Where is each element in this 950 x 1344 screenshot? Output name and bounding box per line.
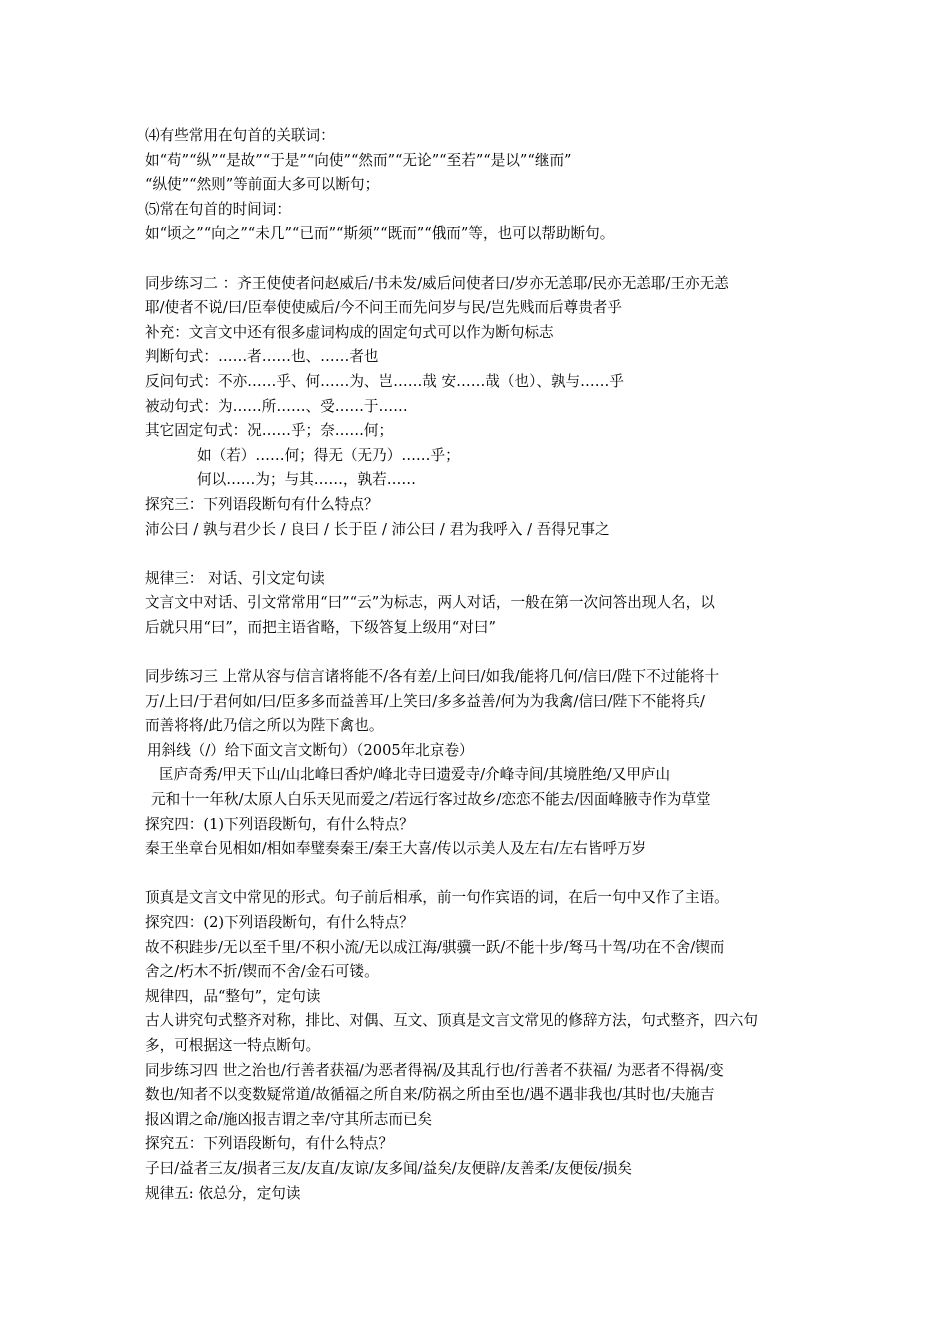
text-line: 同步练习四 世之治也/行善者获福/为恶者得祸/及其乱行也/行善者不获福/ 为恶者不得祸/变: [145, 1061, 724, 1079]
blank-line: [145, 542, 810, 567]
text-line: 报凶谓之命/施凶报吉谓之幸/守其所志而已矣: [145, 1110, 433, 1128]
text-line: 古人讲究句式整齐对称，排比、对偶、互文、顶真是文言文常见的修辞方法，句式整齐，四六句: [145, 1012, 758, 1030]
text-line: 后就只用“曰”，而把主语省略，下级答复上级用“对曰”: [145, 618, 496, 636]
text-line: ⑷有些常用在句首的关联词：: [145, 127, 335, 144]
text-line: 多，可根据这一特点断句。: [145, 1036, 321, 1054]
text-line: 其它固定句式：况……乎；奈……何；: [145, 422, 394, 440]
text-line: 数也/知者不以变数疑常道/故循福之所自来/防祸之所由至也/遇不遇非我也/其时也/夫施吉: [145, 1086, 715, 1104]
text-line: 何以……为；与其……，孰若……: [197, 471, 416, 489]
text-line: 判断句式：……者……也、……者也: [145, 348, 379, 366]
blank-line: [145, 862, 810, 887]
text-line: 用斜线（/）给下面文言文断句）（2005年北京卷）: [147, 741, 474, 759]
text-line: 元和十一年秋/太原人白乐天见而爱之/若远行客过故乡/恋恋不能去/因面峰腋寺作为草堂: [151, 791, 711, 809]
text-line: 补充：文言文中还有很多虚词构成的固定句式可以作为断句标志: [145, 323, 554, 341]
text-line: 探究五：下列语段断句，有什么特点？: [145, 1135, 394, 1153]
text-line: 文言文中对话、引文常常用“曰”“云”为标志，两人对话，一般在第一次问答出现人名，以: [145, 594, 715, 612]
text-line: “纵使”“然则”等前面大多可以断句；: [145, 176, 380, 194]
text-line: 子曰/益者三友/损者三友/友直/友谅/友多闻/益矣/友便辟/友善柔/友便佞/损矣: [145, 1159, 632, 1177]
text-line: 同步练习三 上常从容与信言诸将能不/各有差/上问曰/如我/能将几何/信曰/陛下不过能将十: [145, 668, 720, 686]
text-line: 规律四，品“整句”，定句读: [145, 987, 321, 1005]
text-line: 故不积跬步/无以至千里/不积小流/无以成江海/骐骥一跃/不能十步/驽马十驾/功在不舍/锲而: [145, 938, 725, 956]
text-line: 反问句式：不亦……乎、何……为、岂……哉 安……哉（也）、孰与……乎: [145, 372, 624, 390]
text-line: 而善将将/此乃信之所以为陛下禽也。: [145, 717, 384, 735]
document-page: [145, 124, 810, 1206]
text-line: 规律三： 对话、引文定句读: [145, 569, 325, 587]
text-line: 如“苟”“纵”“是故”“于是”“向使”“然而”“无论”“至若”“是以”“继而”: [145, 151, 572, 169]
text-line: 规律五: 依总分，定句读: [145, 1184, 301, 1202]
text-line: 顶真是文言文中常见的形式。句子前后相承，前一句作宾语的词，在后一句中又作了主语。: [145, 889, 729, 907]
text-line: 探究四：(1)下列语段断句，有什么特点？: [145, 815, 414, 833]
text-line: 被动句式：为……所……、受……于……: [145, 397, 408, 415]
text-line: 匡庐奇秀/甲天下山/山北峰曰香炉/峰北寺曰遗爱寺/介峰寺间/其境胜绝/又甲庐山: [159, 766, 671, 784]
text-line: 沛公曰 / 孰与君少长 / 良曰 / 长于臣 / 沛公曰 / 君为我呼入 / 吾得兄事之: [145, 520, 610, 538]
text-line: 耶/使者不说/曰/臣奉使使威后/今不问王而先问岁与民/岂先贱而后尊贵者乎: [145, 299, 622, 317]
text-line: 万/上曰/于君何如/曰/臣多多而益善耳/上笑曰/多多益善/何为为我禽/信曰/陛下不能将兵/: [145, 692, 705, 710]
text-line: 如（若）……何；得无（无乃）……乎；: [197, 446, 460, 464]
text-line: 如“顷之”“向之”“未几”“已而”“斯须”“既而”“俄而”等，也可以帮助断句。: [145, 225, 615, 243]
text-line: 同步练习二 ：齐王使使者问赵威后/书未发/威后问使者曰/岁亦无恙耶/民亦无恙耶/王亦无恙: [145, 274, 729, 292]
text-line: 探究四：(2)下列语段断句，有什么特点？: [145, 914, 414, 931]
text-line: 探究三：下列语段断句有什么特点？: [145, 495, 379, 513]
text-line: 舍之/朽木不折/锲而不舍/金石可镂。: [145, 963, 379, 981]
blank-line: [145, 640, 810, 665]
blank-line: [145, 247, 810, 272]
text-line: ⑸常在句首的时间词：: [145, 200, 291, 218]
text-line: 秦王坐章台见相如/相如奉璧奏秦王/秦王大喜/传以示美人及左右/左右皆呼万岁: [145, 840, 647, 858]
